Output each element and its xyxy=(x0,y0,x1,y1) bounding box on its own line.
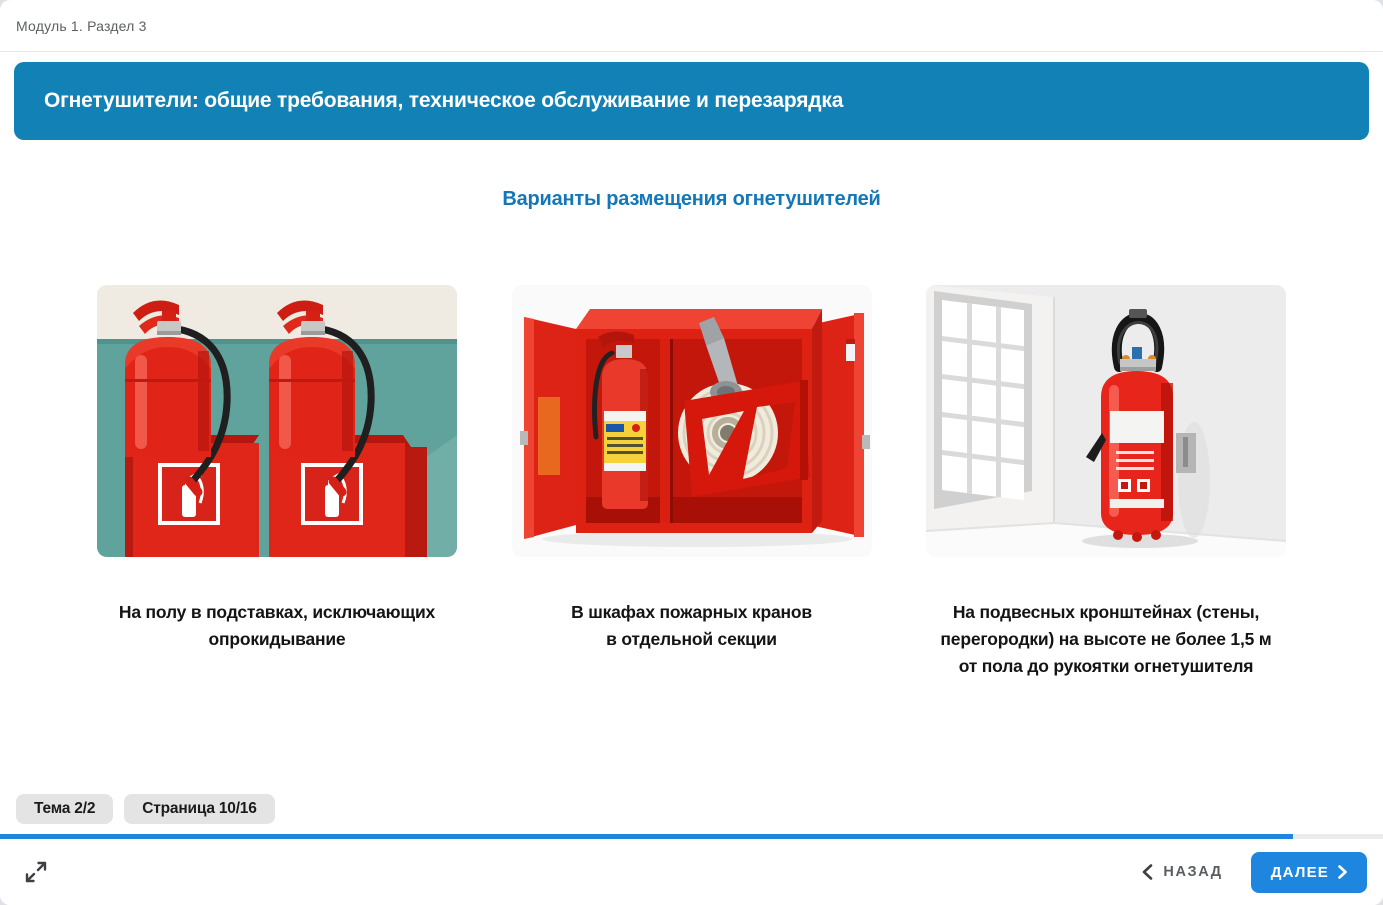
breadcrumb: Модуль 1. Раздел 3 xyxy=(16,17,147,34)
fire-hose-cabinet-illustration xyxy=(512,285,872,557)
expand-arrows-icon xyxy=(23,859,49,885)
slide-subtitle: Варианты размещения огнетушителей xyxy=(502,188,881,210)
placement-options xyxy=(0,285,1383,680)
wall-mounted-extinguisher-illustration xyxy=(926,285,1286,557)
placement-card-wall-mount xyxy=(926,285,1286,680)
lesson-title: Огнетушители: общие требования, техническое обслуживание и перезарядка xyxy=(44,89,844,112)
floor-stands-photo xyxy=(97,285,457,557)
slide-content xyxy=(0,52,1383,834)
placement-caption: На подвесных кронштейнах (стены, перегородки) на высоте не более 1,5 м от пола до рукоятки огнетушителя xyxy=(940,602,1272,676)
nav-controls xyxy=(1142,852,1367,893)
topic-badge: Тема 2/2 xyxy=(16,794,113,824)
chevron-left-icon xyxy=(1142,864,1153,880)
placement-card-cabinet xyxy=(512,285,872,680)
lesson-title-banner xyxy=(14,62,1369,140)
page-badge: Страница 10/16 xyxy=(124,794,274,824)
placement-caption: В шкафах пожарных кранов в отдельной секции xyxy=(571,602,812,649)
topbar xyxy=(0,0,1383,52)
fullscreen-button[interactable] xyxy=(16,852,56,892)
next-button[interactable] xyxy=(1251,852,1367,893)
fire-cabinet-photo xyxy=(512,285,872,557)
placement-caption: На полу в подставках, исключающих опрокидывание xyxy=(118,602,436,649)
chevron-right-icon xyxy=(1338,865,1347,879)
placement-card-floor-stands xyxy=(97,285,457,680)
back-button-label: НАЗАД xyxy=(1163,864,1223,880)
extinguishers-on-floor-stands-illustration xyxy=(97,285,457,557)
status-badges xyxy=(16,794,275,824)
footer-toolbar xyxy=(0,839,1383,905)
next-button-label: ДАЛЕЕ xyxy=(1270,863,1329,881)
wall-mount-photo xyxy=(926,285,1286,557)
back-button[interactable] xyxy=(1142,864,1222,880)
